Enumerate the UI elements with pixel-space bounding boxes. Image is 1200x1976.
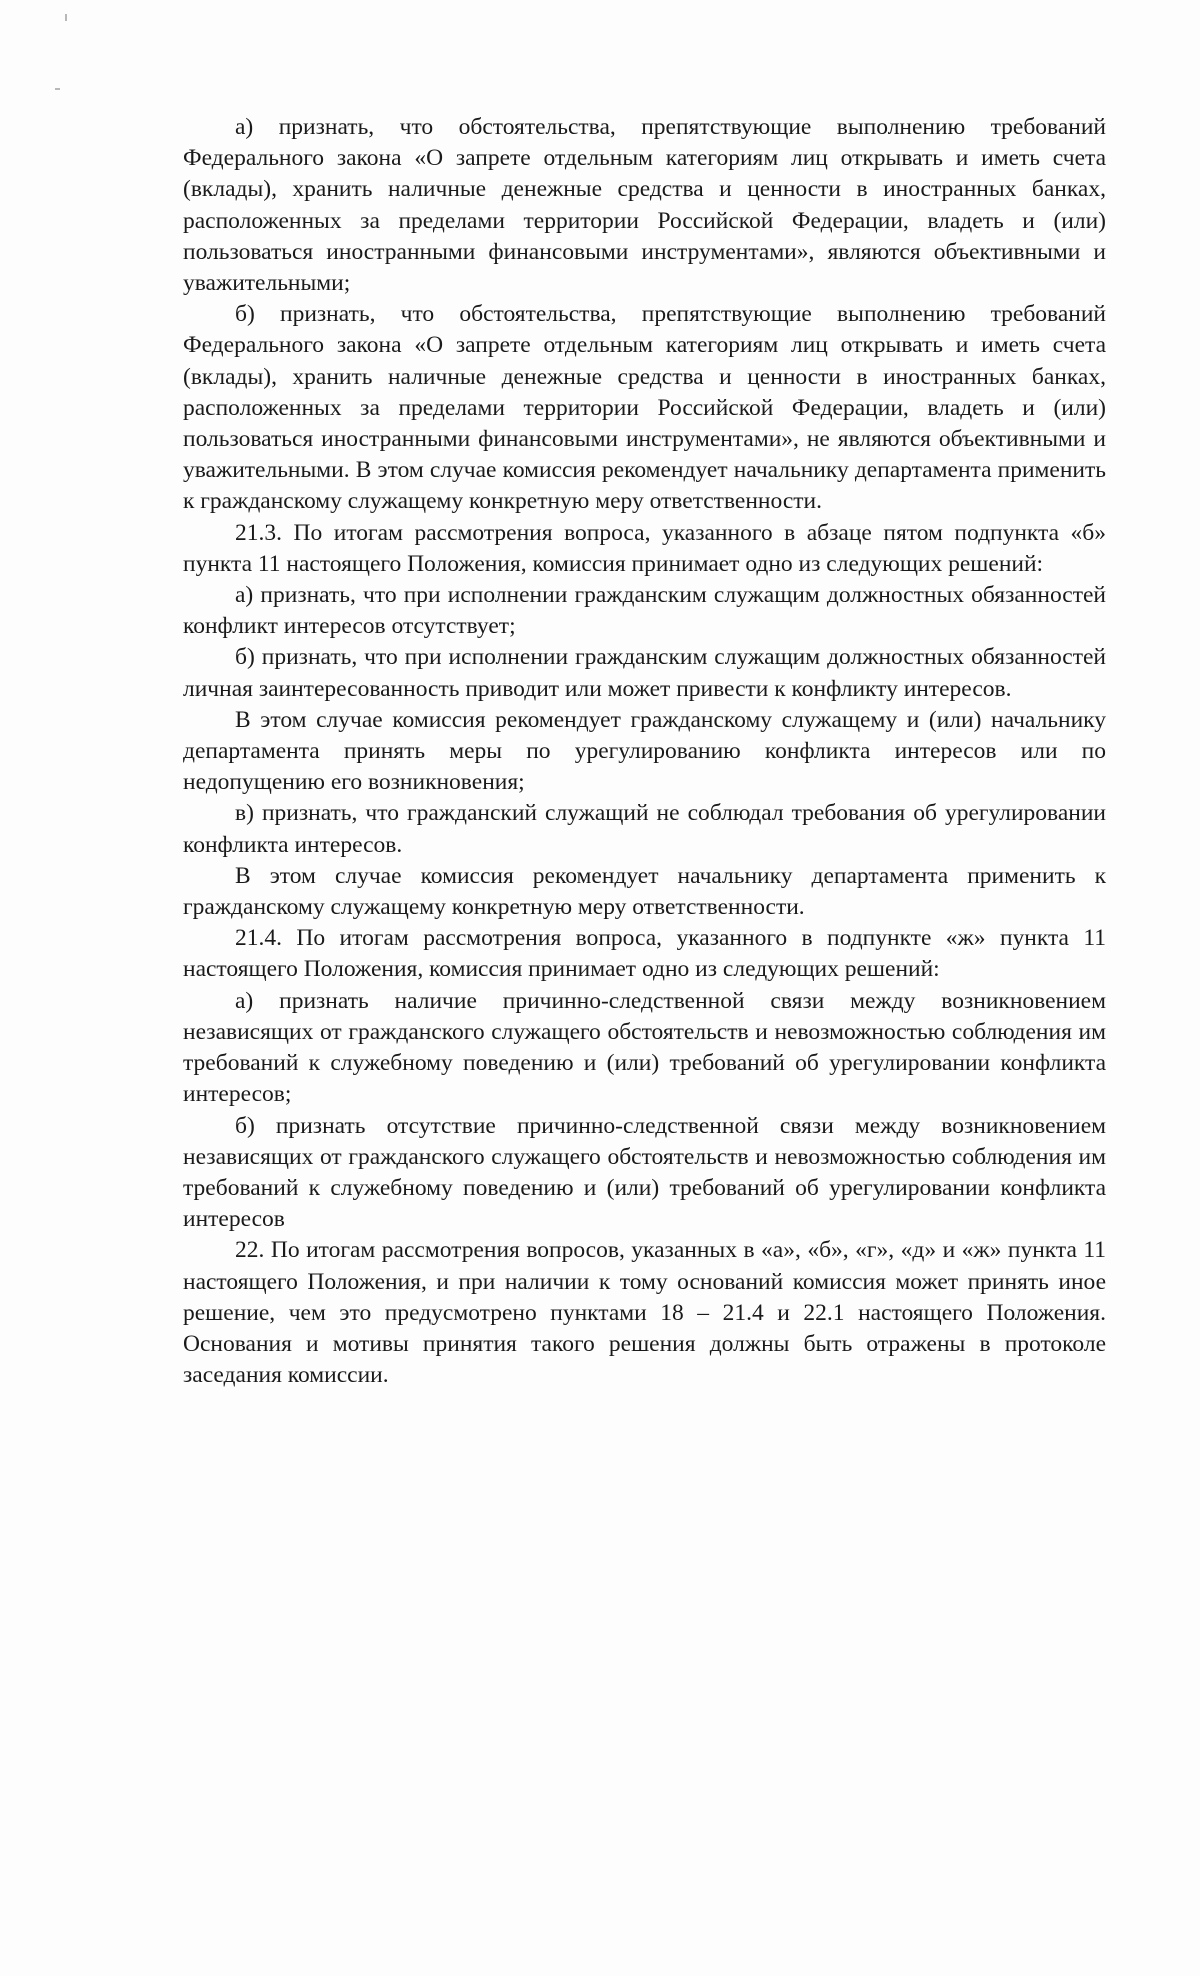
paragraph-21-2-a: а) признать, что обстоятельства, препятствующие выполнению требований Федерального закона «О запрете отдельным категориям лиц открывать и иметь счета (вклады), хранить наличные денежные средства и ценности в иностранных банках, расположенных за пределами территории Российской Федерации, владеть и (или) пользоваться иностранными финансовыми инструментами», являются объективными и уважительными; <box>183 114 1106 297</box>
scan-speck <box>55 88 60 90</box>
paragraph-22: 22. По итогам рассмотрения вопросов, указанных в «а», «б», «г», «д» и «ж» пункта 11 настоящего Положения, и при наличии к тому оснований комиссия может принять иное решение, чем это предусмотрено пунктами 18 – 21.4 и 22.1 настоящего Положения. Основания и мотивы принятия такого решения должны быть отражены в протоколе заседания комиссии. <box>183 1237 1106 1389</box>
paragraph-21-3-c-note: В этом случае комиссия рекомендует начальнику департамента применить к гражданскому служащему конкретную меру ответственности. <box>183 862 1106 921</box>
paragraph-21-3-a: а) признать, что при исполнении гражданским служащим должностных обязанностей конфликт интересов отсутствует; <box>183 582 1106 640</box>
paragraph-21-3-b-note: В этом случае комиссия рекомендует гражданскому служащему и (или) начальнику департамента принять меры по урегулированию конфликта интересов или по недопущению его возникновения; <box>183 706 1106 796</box>
paragraph-21-4-a: а) признать наличие причинно-следственной связи между возникновением независящих от гражданского служащего обстоятельств и невозможностью соблюдения им требований к служебному поведению и (или) требований об урегулировании конфликта интересов; <box>183 987 1106 1108</box>
paragraph-21-4-b: б) признать отсутствие причинно-следственной связи между возникновением независящих от гражданского служащего обстоятельств и невозможностью соблюдения им требований к служебному поведению и (или) требований об урегулировании конфликта интересов <box>183 1112 1106 1233</box>
paragraph-21-3-c: в) признать, что гражданский служащий не соблюдал требования об урегулировании конфликта интересов. <box>183 800 1106 858</box>
document-body <box>183 112 1106 1391</box>
paragraph-21-3-b: б) признать, что при исполнении гражданским служащим должностных обязанностей личная заинтересованность приводит или может привести к конфликту интересов. <box>183 644 1106 702</box>
paragraph-21-2-b: б) признать, что обстоятельства, препятствующие выполнению требований Федерального закона «О запрете отдельным категориям лиц открывать и иметь счета (вклады), хранить наличные денежные средства и ценности в иностранных банках, расположенных за пределами территории Российской Федерации, владеть и (или) пользоваться иностранными финансовыми инструментами», не являются объективными и уважительными. В этом случае комиссия рекомендует начальнику департамента применить к гражданскому служащему конкретную меру ответственности. <box>183 301 1106 515</box>
scan-speck <box>65 14 67 21</box>
paragraph-21-3: 21.3. По итогам рассмотрения вопроса, указанного в абзаце пятом подпункта «б» пункта 11 настоящего Положения, комиссия принимает одно из следующих решений: <box>183 519 1106 577</box>
paragraph-21-4: 21.4. По итогам рассмотрения вопроса, указанного в подпункте «ж» пункта 11 настоящего Положения, комиссия принимает одно из следующих решений: <box>183 925 1106 983</box>
